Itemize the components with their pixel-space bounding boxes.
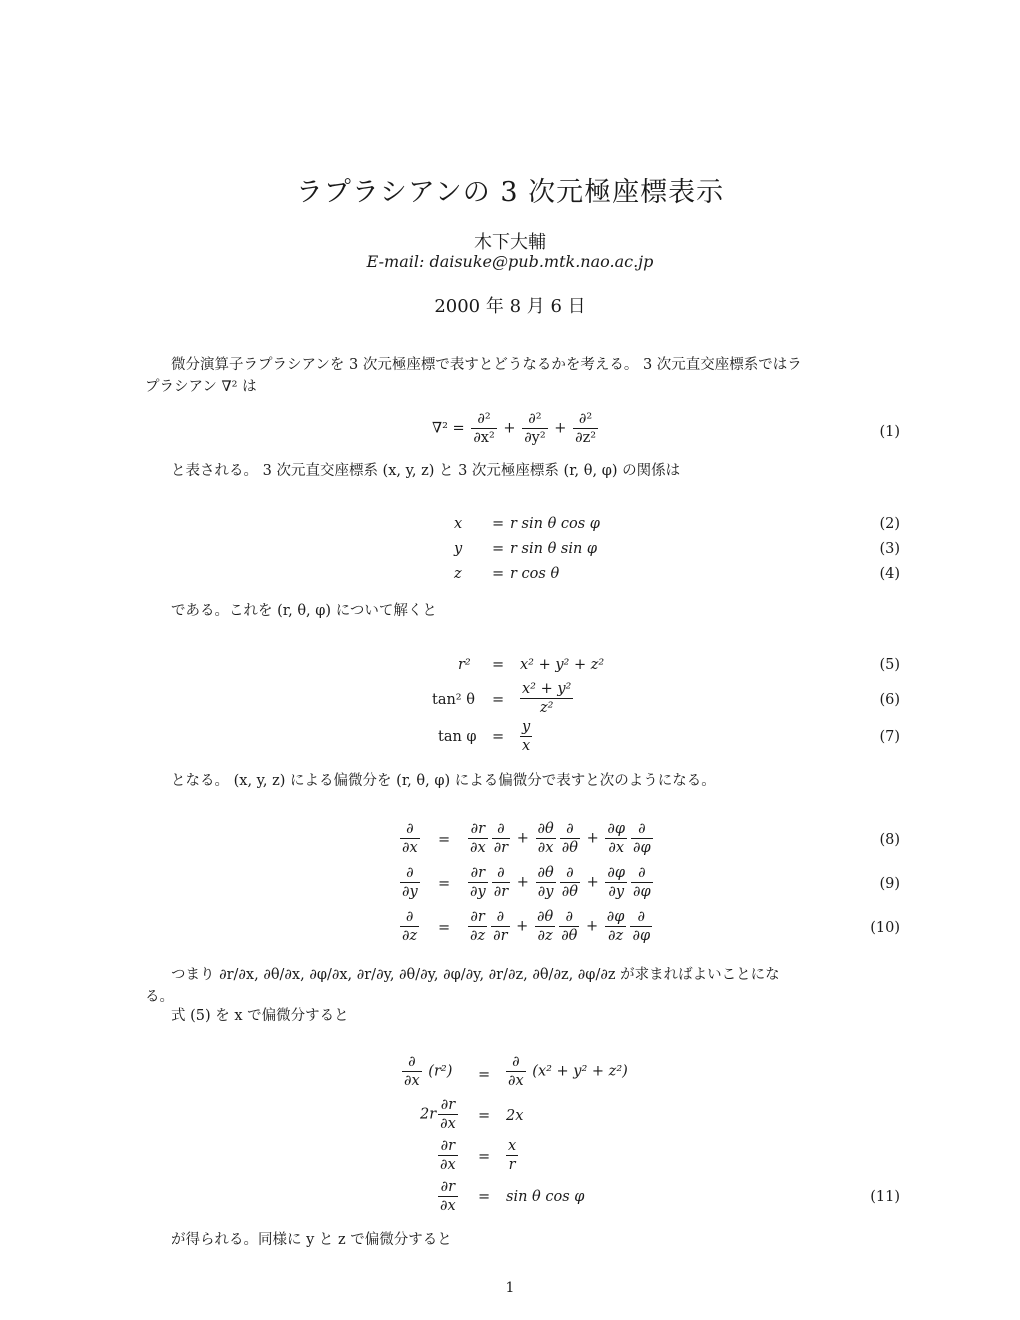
equation-number-7: (7) bbox=[879, 729, 900, 745]
eq11-line4-equals: = bbox=[478, 1189, 491, 1205]
eq-partial-z-lhs: $\frac{\partial}{\partial z}$ bbox=[402, 909, 418, 944]
eq-partial-x-equals: = bbox=[438, 832, 451, 848]
author-email: E-mail: daisuke@pub.mtk.nao.ac.jp bbox=[366, 252, 654, 271]
eq4-equals: = bbox=[492, 566, 505, 582]
equation-number-9: (9) bbox=[879, 876, 900, 892]
eq4-lhs: z bbox=[454, 566, 462, 582]
equation-number-8: (8) bbox=[879, 832, 900, 848]
equation-number-6: (6) bbox=[879, 692, 900, 708]
eq6-lhs: tan² θ bbox=[432, 692, 475, 708]
paragraph-6-text: 式 (5) を x で偏微分すると bbox=[171, 1008, 349, 1024]
eq11-line2-rhs: 2x bbox=[506, 1108, 524, 1124]
eq1-lhs: ∇² = bbox=[432, 420, 465, 437]
paragraph-3-text: である。これを (r, θ, φ) について解くと bbox=[171, 603, 437, 619]
eq-partial-y-lhs: $\frac{\partial}{\partial y}$ bbox=[402, 865, 418, 900]
paper-title: ラプラシアンの 3 次元極座標表示 bbox=[295, 177, 725, 208]
author-name: 木下大輔 bbox=[474, 232, 546, 253]
eq-partial-y-rhs: $\frac{\partial r}{\partial y}$ $\frac{\partial}{\partial r}$ + $\frac{\partial\theta}{\partial y}$ $\frac{\partial}{\partial\theta}$ + $\frac{\partial\varphi}{\partial y}$ $\frac{\partial}{\partial\varphi}$ bbox=[470, 865, 651, 900]
eq11-line4-rhs: sin θ cos φ bbox=[506, 1189, 585, 1205]
equation-number-2: (2) bbox=[879, 516, 900, 532]
equation-number-11: (11) bbox=[870, 1189, 900, 1205]
paragraph-3 bbox=[145, 600, 905, 622]
intro-line-1: 微分演算子ラプラシアンを 3 次元極座標で表すとどうなるかを考える。 3 次元直交座標系ではラ bbox=[171, 357, 802, 373]
eq11-line3-equals: = bbox=[478, 1149, 491, 1165]
eq11-line1-equals: = bbox=[478, 1067, 491, 1083]
eq5-equals: = bbox=[492, 657, 505, 673]
paper-date: 2000 年 8 月 6 日 bbox=[434, 296, 586, 317]
eq6-denominator: z² bbox=[539, 700, 554, 716]
eq7-numerator: y bbox=[522, 719, 531, 735]
equation-number-4: (4) bbox=[879, 566, 900, 582]
eq6-equals: = bbox=[492, 692, 505, 708]
page-number: 1 bbox=[505, 1280, 515, 1296]
paragraph-4 bbox=[145, 770, 905, 792]
paragraph-2-text: と表される。 3 次元直交座標系 (x, y, z) と 3 次元極座標系 (r, θ, φ) の関係は bbox=[171, 463, 681, 479]
eq2-lhs: x bbox=[454, 516, 463, 532]
eq7-denominator: x bbox=[522, 738, 531, 754]
paragraph-4-text: となる。 (x, y, z) による偏微分を (r, θ, φ) による偏微分で表すと次のようになる。 bbox=[171, 773, 716, 789]
paragraph-5-line-1: つまり ∂r/∂x, ∂θ/∂x, ∂φ/∂x, ∂r/∂y, ∂θ/∂y, ∂φ/∂y, ∂r/∂z, ∂θ/∂z, ∂φ/∂z が求まればよいことにな bbox=[171, 967, 780, 983]
eq11-line3-lhs: $\frac{\partial r}{\partial x}$ bbox=[440, 1138, 456, 1173]
paragraph-6 bbox=[145, 1005, 905, 1027]
equation-number-3: (3) bbox=[879, 541, 900, 557]
eq7-lhs: tan φ bbox=[438, 729, 477, 745]
paragraph-5-line-2: る。 bbox=[145, 989, 174, 1005]
paragraph-5 bbox=[145, 964, 905, 1008]
eq11-line3-rhs: $\frac{x}{r}$ bbox=[508, 1138, 517, 1173]
eq1-term-2: $\frac{\text{∂²}}{\text{∂y²}}$ bbox=[524, 411, 546, 446]
eq5-lhs: r² bbox=[458, 657, 471, 673]
eq3-lhs: y bbox=[454, 541, 463, 557]
equation-1: ∇² = $\frac{\text{∂²}}{\text{∂x²}}$ + $\frac{\text{∂²}}{\text{∂y²}}$ + $\frac{\text{∂²}}{\text{∂z²}}$ bbox=[432, 411, 597, 446]
eq-partial-z-rhs: $\frac{\partial r}{\partial z}$ $\frac{\partial}{\partial r}$ + $\frac{\partial\theta}{\partial z}$ $\frac{\partial}{\partial\theta}$ + $\frac{\partial\varphi}{\partial z}$ $\frac{\partial}{\partial\varphi}$ bbox=[470, 909, 651, 944]
eq11-line1-lhs: $\frac{\partial}{\partial x}$ (r²) bbox=[404, 1054, 453, 1089]
eq2-equals: = bbox=[492, 516, 505, 532]
eq4-rhs: r cos θ bbox=[510, 566, 560, 582]
eq6-numerator: x² + y² bbox=[522, 681, 572, 697]
intro-line-2: プラシアン ∇² は bbox=[145, 379, 257, 395]
eq3-rhs: r sin θ sin φ bbox=[510, 541, 598, 557]
eq11-line2-lhs: 2r $\frac{\partial r}{\partial x}$ bbox=[420, 1097, 456, 1132]
eq-partial-y-equals: = bbox=[438, 876, 451, 892]
equation-number-1: (1) bbox=[879, 424, 900, 440]
paragraph-7 bbox=[145, 1229, 905, 1251]
eq11-line4-lhs: $\frac{\partial r}{\partial x}$ bbox=[440, 1179, 456, 1214]
eq3-equals: = bbox=[492, 541, 505, 557]
equation-number-10: (10) bbox=[870, 920, 900, 936]
eq7-rhs bbox=[518, 718, 534, 755]
eq2-rhs: r sin θ cos φ bbox=[510, 516, 600, 532]
paragraph-7-text: が得られる。同様に y と z で偏微分すると bbox=[171, 1232, 452, 1248]
eq-partial-x-lhs: $\frac{\partial}{\partial x}$ bbox=[402, 821, 418, 856]
eq5-rhs: x² + y² + z² bbox=[520, 657, 605, 673]
eq-partial-z-equals: = bbox=[438, 920, 451, 936]
eq1-term-3: $\frac{\text{∂²}}{\text{∂z²}}$ bbox=[575, 411, 597, 446]
eq-partial-x-rhs: $\frac{\partial r}{\partial x}$ $\frac{\partial}{\partial r}$ + $\frac{\partial\theta}{\partial x}$ $\frac{\partial}{\partial\theta}$ + $\frac{\partial\varphi}{\partial x}$ $\frac{\partial}{\partial\varphi}$ bbox=[470, 821, 651, 856]
eq6-rhs bbox=[518, 680, 575, 717]
eq1-term-1: $\frac{\text{∂²}}{\text{∂x²}}$ bbox=[473, 411, 495, 446]
eq7-equals: = bbox=[492, 729, 505, 745]
paragraph-2 bbox=[145, 460, 905, 482]
eq11-line1-rhs: $\frac{\partial}{\partial x}$ (x² + y² + z²) bbox=[508, 1054, 628, 1089]
intro-paragraph bbox=[145, 354, 905, 398]
eq11-line2-equals: = bbox=[478, 1108, 491, 1124]
equation-number-5: (5) bbox=[879, 657, 900, 673]
